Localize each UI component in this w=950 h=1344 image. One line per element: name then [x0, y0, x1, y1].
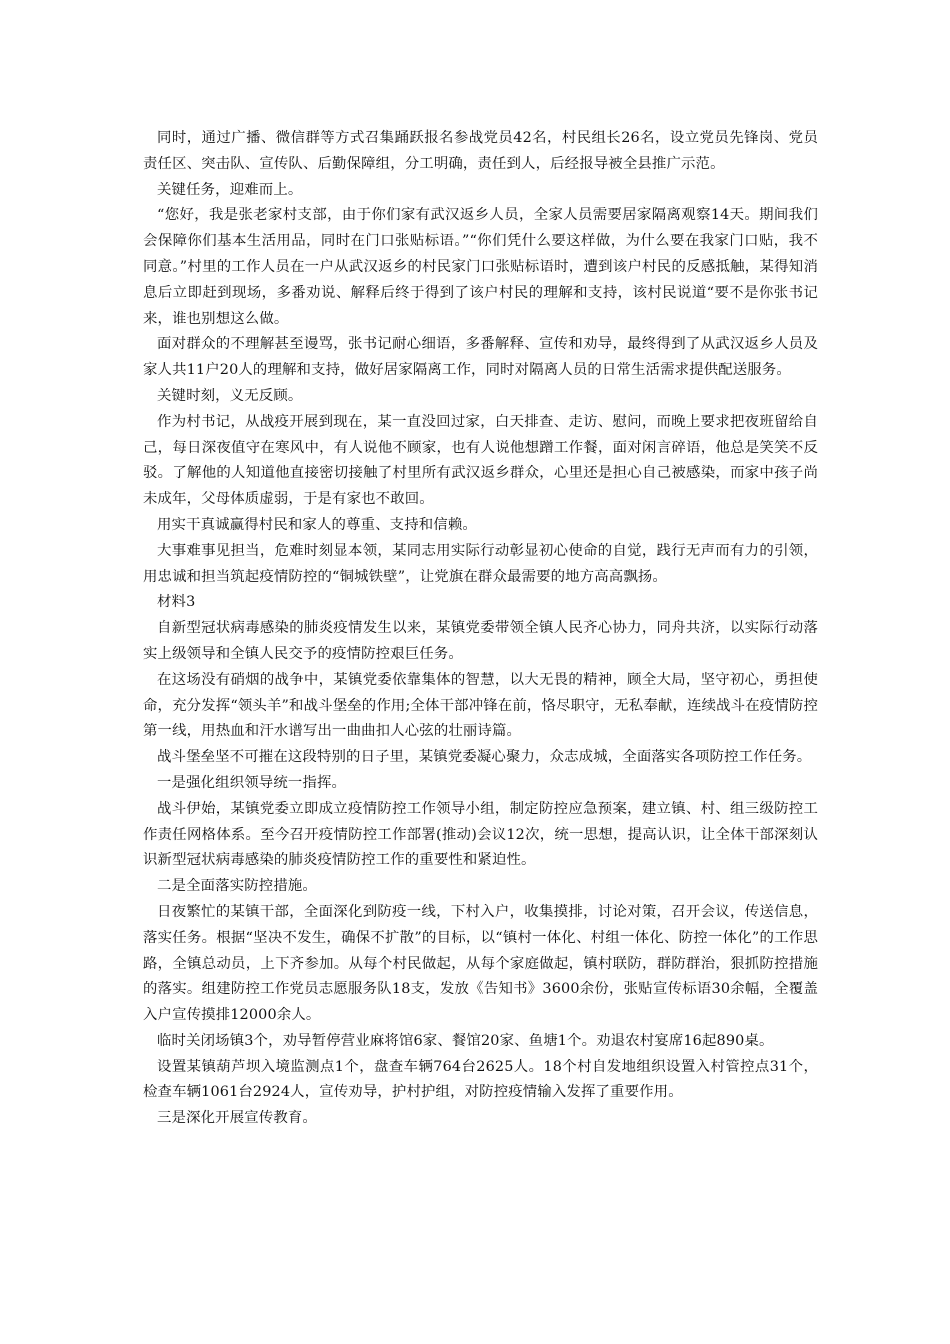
paragraph-prevention-measures: 日夜繁忙的某镇干部，全面深化到防疫一线，下村入户，收集摸排，讨论对策，召开会议，传送信息，落实任务。根据“坚决不发生，确保不扩散”的目标，以“镇村一体化、村组一体化、防控一体化”的工作思路，全镇总动员，上下齐参加。从每个村民做起，从每个家庭做起，镇村联防，群防群治，狠抓防控措施的落实。组建防控工作党员志愿服务队18支，发放《告知书》3600余份，张贴宣传标语30余幅，全覆盖入户宣传摸排12000余人。: [143, 903, 818, 1024]
paragraph-outbreak-intro: 自新型冠状病毒感染的肺炎疫情发生以来，某镇党委带领全镇人民齐心协力，同舟共济，以实际行动落实上级领导和全镇人民交予的疫情防控艰巨任务。: [143, 620, 818, 662]
document-body: [143, 126, 818, 1132]
paragraph-no-smoke-war: 在这场没有硝烟的战争中，某镇党委依靠集体的智慧，以大无畏的精神，顾全大局，坚守初心，勇担使命，充分发挥“领头羊”和战斗堡垒的作用;全体干部冲锋在前，恪尽职守，无私奉献，连续战斗在疫情防控第一线，用热血和汗水谱写出一曲曲扣人心弦的壮丽诗篇。: [143, 671, 818, 740]
paragraph-key-moment-heading: 关键时刻，义无反顾。: [157, 387, 303, 404]
section-heading-material-3: 材料3: [157, 594, 196, 611]
paragraph-responsibility: 大事难事见担当，危难时刻显本领，某同志用实际行动彰显初心使命的自觉，践行无声而有力的引领，用忠诚和担当筑起疫情防控的“铜城铁壁”，让党旗在群众最需要的地方高高飘扬。: [143, 542, 818, 585]
paragraph-checkpoints: 设置某镇葫芦坝入境监测点1个，盘查车辆764台2625人。18个村自发地组织设置入村管控点31个，检查车辆1061台2924人，宣传劝导，护村护组，对防控疫情输入发挥了重要作用。: [143, 1058, 818, 1101]
paragraph-leadership-group: 战斗伊始，某镇党委立即成立疫情防控工作领导小组，制定防控应急预案，建立镇、村、组三级防控工作责任网格体系。至今召开疫情防控工作部署(推动)会议12次，统一思想，提高认识，让全体干部深刻认识新型冠状病毒感染的肺炎疫情防控工作的重要性和紧迫性。: [143, 800, 818, 869]
paragraph-party-members-recruitment: 同时，通过广播、微信群等方式召集踊跃报名参战党员42名，村民组长26名，设立党员先锋岗、党员责任区、突击队、宣传队、后勤保障组，分工明确，责任到人，后经报导被全县推广示范。: [143, 130, 818, 172]
paragraph-key-task-heading: 关键任务，迎难而上。: [157, 181, 303, 198]
paragraph-fortress: 战斗堡垒坚不可摧在这段特别的日子里，某镇党委凝心聚力，众志成城，全面落实各项防控工作任务。: [157, 749, 812, 766]
paragraph-home-isolation-dialogue: “您好，我是张老家村支部，由于你们家有武汉返乡人员，全家人员需要居家隔离观察14天。期间我们会保障你们基本生活用品，同时在门口张贴标语。”“你们凭什么要这样做，为什么要在我家门口贴，我不同意。”村里的工作人员在一户从武汉返乡的村民家门口张贴标语时，遭到该户村民的反感抵触，某得知消息后立即赶到现场，多番劝说、解释后终于得到了该户村民的理解和支持，该村民说道“要不是你张书记来，谁也别想这么做。: [143, 207, 818, 327]
paragraph-patient-persuasion: 面对群众的不理解甚至谩骂，张书记耐心细语，多番解释、宣传和劝导，最终得到了从武汉返乡人员及家人共11户20人的理解和支持，做好居家隔离工作，同时对隔离人员的日常生活需求提供配送服务。: [143, 336, 818, 379]
paragraph-point-two-heading: 二是全面落实防控措施。: [157, 878, 317, 895]
paragraph-earned-trust: 用实干真诚赢得村民和家人的尊重、支持和信赖。: [157, 516, 477, 533]
paragraph-point-one-heading: 一是强化组织领导统一指挥。: [157, 774, 347, 791]
paragraph-point-three-heading: 三是深化开展宣传教育。: [157, 1110, 317, 1127]
paragraph-closures: 临时关闭场镇3个，劝导暂停营业麻将馆6家、餐馆20家、鱼塘1个。劝退农村宴席16起890桌。: [157, 1032, 774, 1049]
paragraph-village-secretary: 作为村书记，从战疫开展到现在，某一直没回过家，白天排查、走访、慰问，而晚上要求把夜班留给自己，每日深夜值守在寒风中，有人说他不顾家，也有人说他想蹭工作餐，面对闲言碎语，他总是笑笑不反驳。了解他的人知道他直接密切接触了村里所有武汉返乡群众，心里还是担心自己被感染，而家中孩子尚未成年，父母体质虚弱，于是有家也不敢回。: [143, 413, 818, 508]
